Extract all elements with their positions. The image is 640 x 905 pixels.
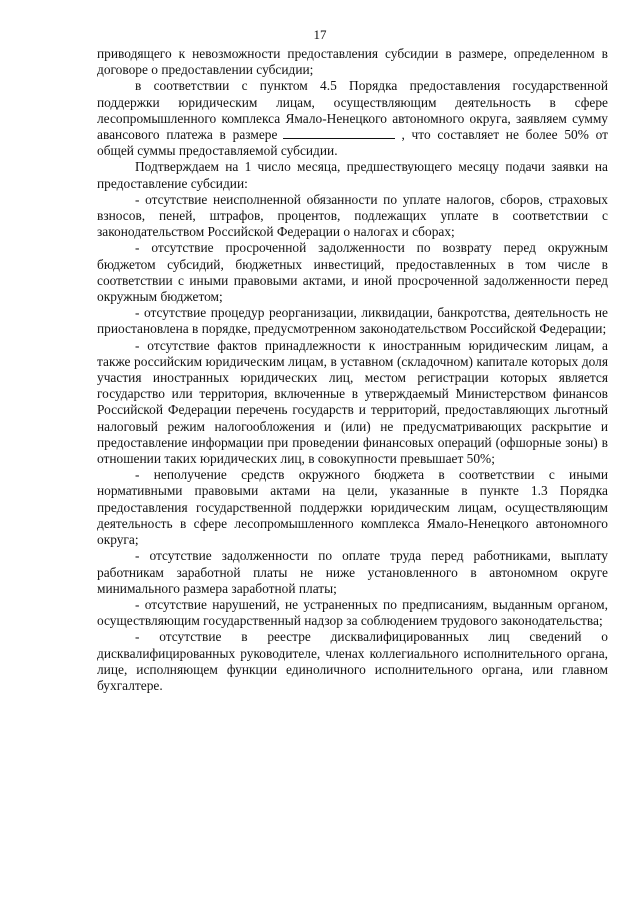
advance-payment-text-end: , что составляет не более 50% от общей суммы предоставляемой субсидии.: [97, 127, 608, 159]
advance-amount-blank: [283, 127, 395, 139]
list-item-no-tax-debt: - отсутствие неисполненной обязанности по уплате налогов, сборов, страховых взносов, пеней, штрафов, процентов, подлежащих уплате в соответствии с законодательством Российской Федерации о налогах и сборах;: [97, 191, 608, 240]
list-item-no-disqualified-persons: - отсутствие в реестре дисквалифицированных лиц сведений о дисквалифицированных руководителе, членах коллегиального исполнительного органа, лице, исполняющем функции единоличного исполнительного органа, или главном бухгалтере.: [97, 629, 608, 693]
list-item-no-reorganization: - отсутствие процедур реорганизации, ликвидации, банкротства, деятельность не приостановлена в порядке, предусмотренном законодательством Российской Федерации;: [97, 305, 608, 337]
page-number: 17: [313, 27, 327, 42]
document-body: [97, 46, 608, 694]
list-item-no-labor-violations: - отсутствие нарушений, не устраненных по предписаниям, выданным органом, осуществляющим государственный надзор за соблюдением трудового законодательства;: [97, 596, 608, 629]
advance-payment-text: в соответствии с пунктом 4.5 Порядка предоставления государственной поддержки юридическим лицам, осуществляющим деятельность в сфере лесопромышленного комплекса Ямало-Ненецкого автономного округа, заявляем сумму авансового платежа в размере: [97, 78, 608, 143]
paragraph-advance-payment: [97, 78, 608, 159]
list-item-no-other-funds: - неполучение средств окружного бюджета в соответствии с иными нормативными правовыми актами на цели, указанные в пункте 1.3 Порядка предоставления государственной поддержки юридическим лицам, осуществляющим деятельность в сфере лесопромышленного комплекса Ямало-Ненецкого автономного округа;: [97, 467, 608, 548]
paragraph-subsidy-impossibility: приводящего к невозможности предоставления субсидии в размере, определенном в договоре о предоставлении субсидии;: [97, 46, 608, 78]
paragraph-confirmation-intro: Подтверждаем на 1 число месяца, предшествующего месяцу подачи заявки на предоставление субсидии:: [97, 159, 608, 191]
list-item-no-wage-debt: - отсутствие задолженности по оплате труда перед работниками, выплату работникам заработной платы не ниже установленного в автономном округе минимального размера заработной платы;: [97, 548, 608, 596]
list-item-no-budget-debt: - отсутствие просроченной задолженности по возврату перед окружным бюджетом субсидий, бюджетных инвестиций, предоставленных в том числе в соответствии с иными правовыми актами, и иной просроченной задолженности перед окружным бюджетом;: [97, 240, 608, 305]
list-item-no-foreign-ownership: - отсутствие фактов принадлежности к иностранным юридическим лицам, а также российским юридическим лицам, в уставном (складочном) капитале которых доля участия иностранных юридических лиц, местом регистрации которых является государство или территория, включенные в утверждаемый Министерством финансов Российской Федерации перечень государств и территорий, предоставляющих льготный налоговый режим налогообложения и (или) не предусматривающих раскрытие и предоставление информации при проведении финансовых операций (офшорные зоны) в отношении таких юридических лиц, в совокупности превышает 50%;: [97, 337, 608, 467]
